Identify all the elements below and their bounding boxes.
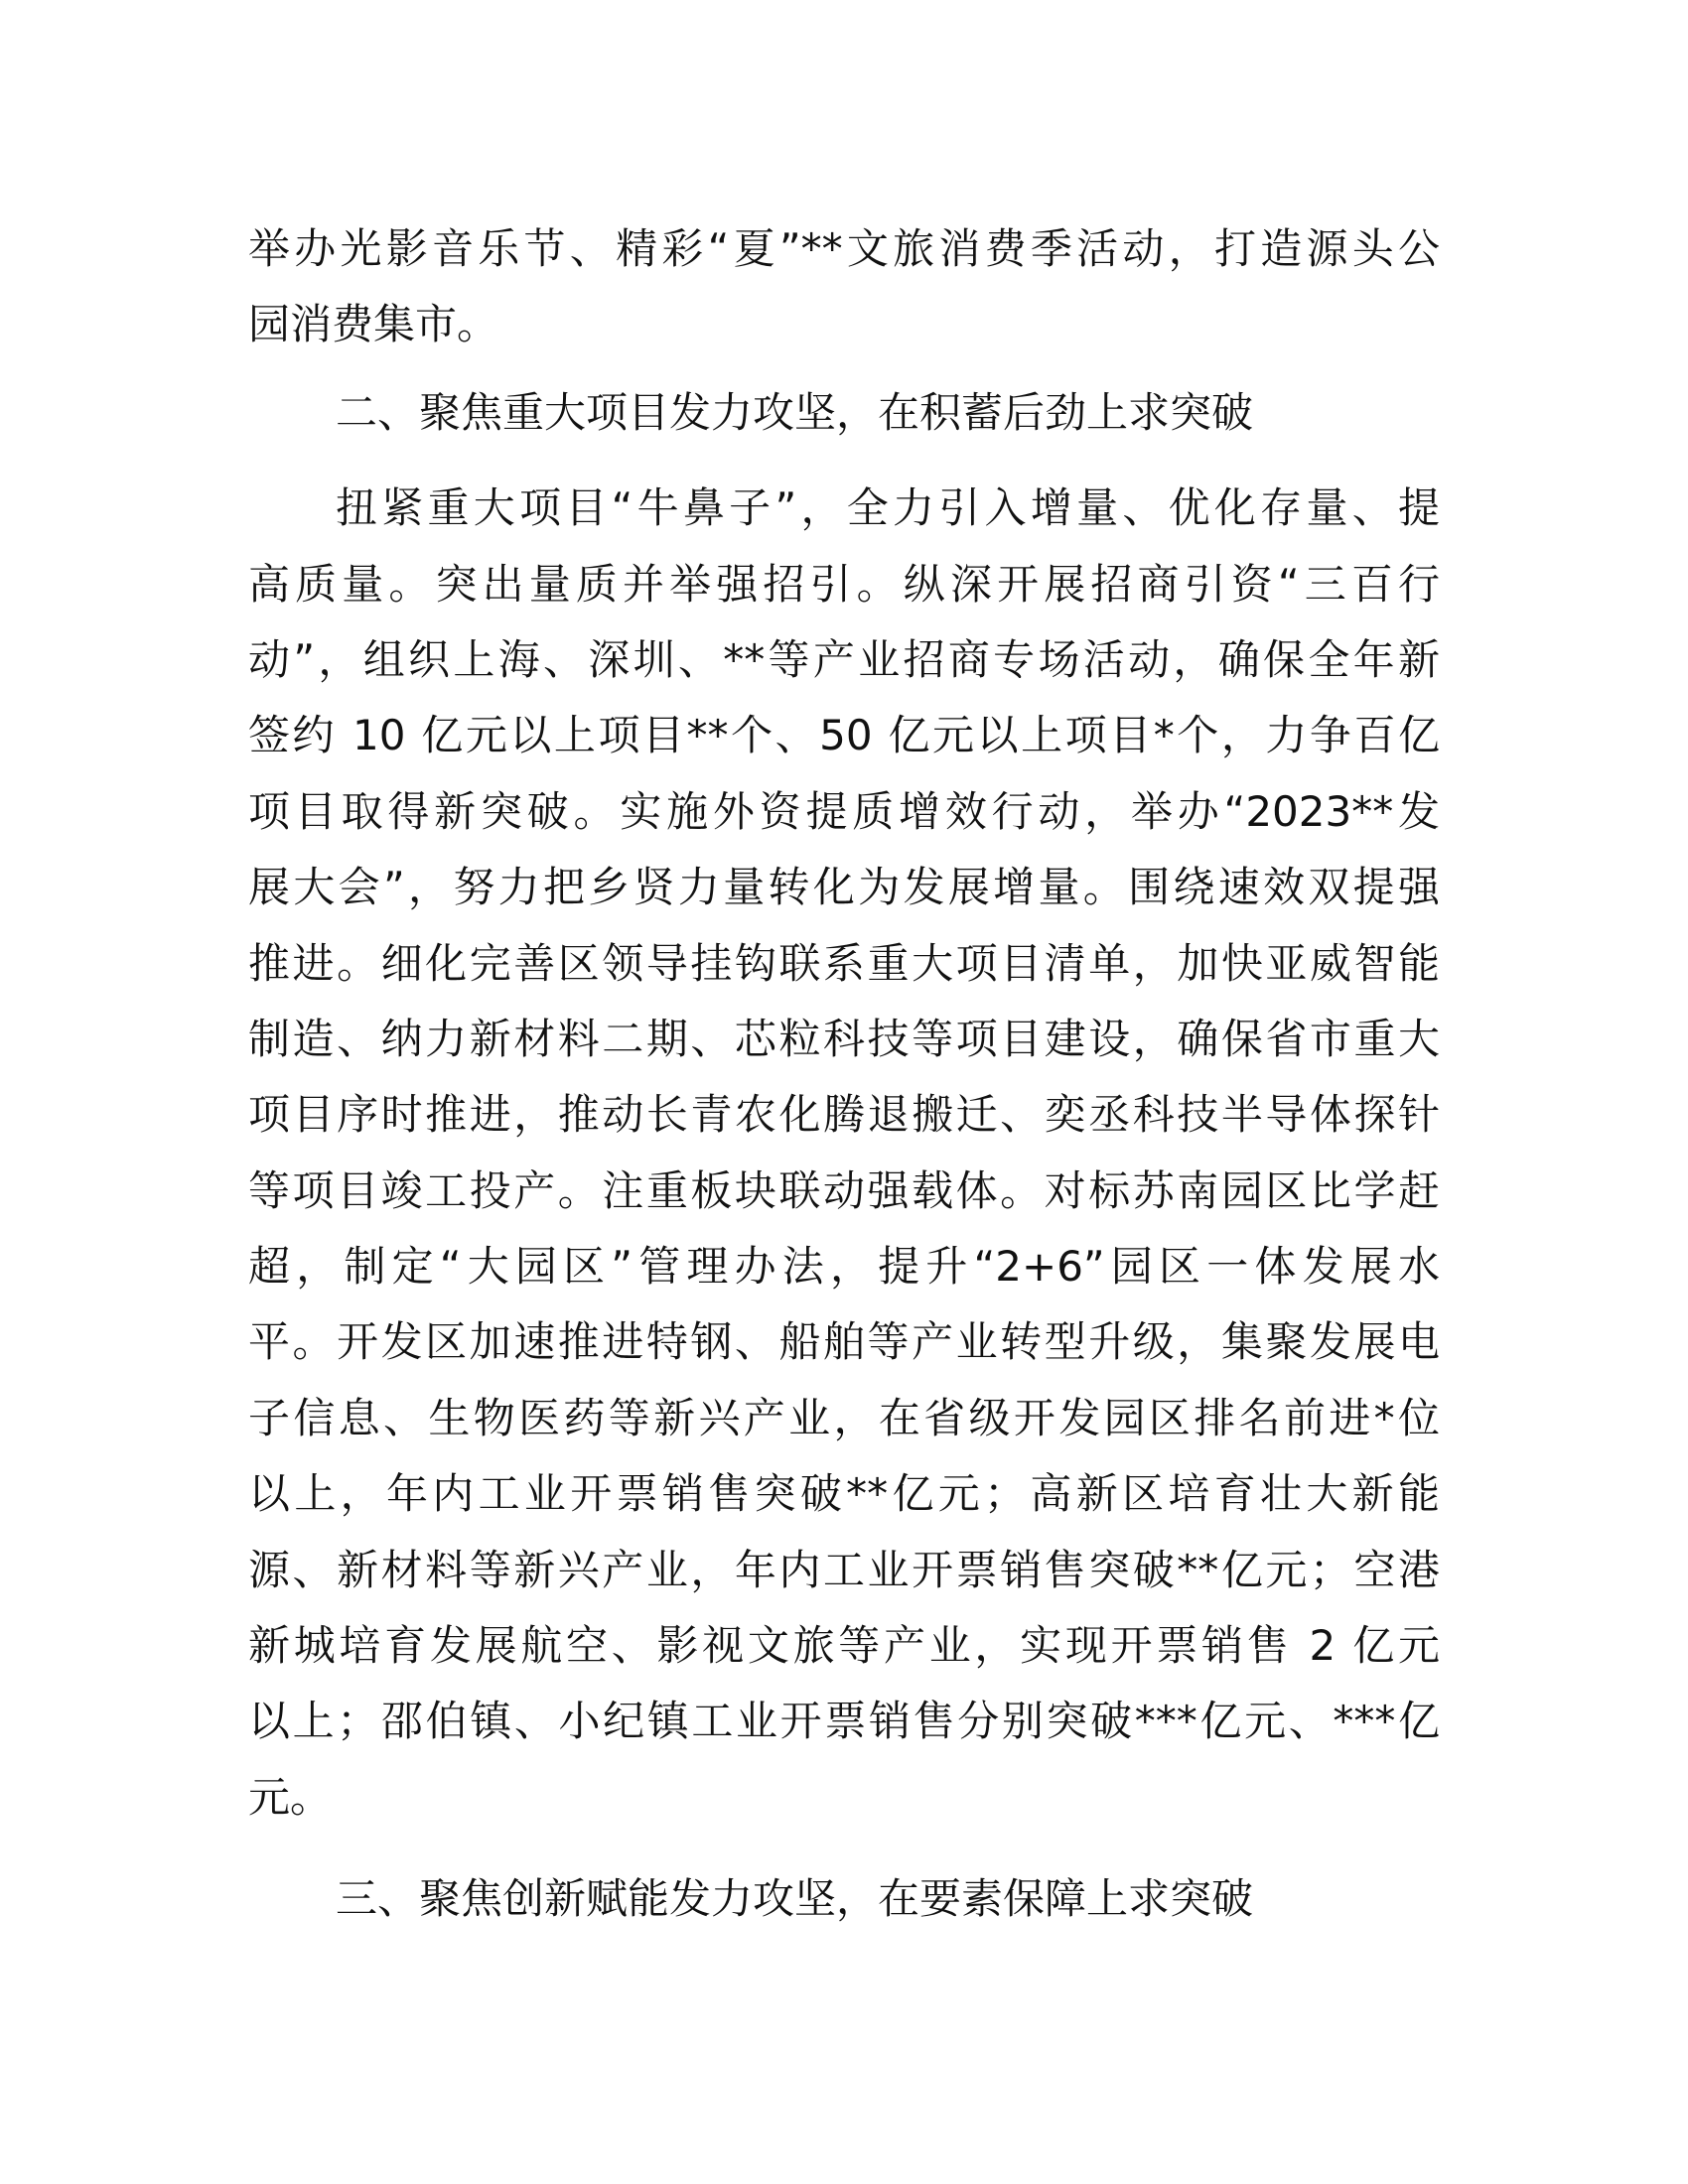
text-line: 以上，年内工业开票销售突破**亿元；高新区培育壮大新能: [248, 1469, 1440, 1519]
text-line: 动”，组织上海、深圳、**等产业招商专场活动，确保全年新: [248, 634, 1440, 684]
text-line: 新城培育发展航空、影视文旅等产业，实现开票销售 2 亿元: [248, 1621, 1440, 1671]
text-line: 项目序时推进，推动长青农化腾退搬迁、奕丞科技半导体探针: [248, 1090, 1440, 1140]
document-page: [248, 211, 1440, 1938]
text-line: 推进。细化完善区领导挂钩联系重大项目清单，加快亚威智能: [248, 938, 1440, 988]
text-line: 元。: [248, 1772, 333, 1822]
text-line: 子信息、生物医药等新兴产业，在省级开发园区排名前进*位: [248, 1393, 1440, 1442]
paragraph-1: [248, 211, 1440, 363]
text-line: 等项目竣工投产。注重板块联动强载体。对标苏南园区比学赶: [248, 1165, 1440, 1215]
section-heading-3: [248, 1861, 1440, 1937]
text-line: 源、新材料等新兴产业，年内工业开票销售突破**亿元；空港: [248, 1545, 1440, 1594]
text-line: 扭紧重大项目“牛鼻子”，全力引入增量、优化存量、提: [336, 483, 1440, 533]
text-line: 以上；邵伯镇、小纪镇工业开票销售分别突破***亿元、***亿: [248, 1697, 1440, 1746]
text-line: 平。开发区加速推进特钢、船舶等产业转型升级，集聚发展电: [248, 1317, 1440, 1367]
text-line: 项目取得新突破。实施外资提质增效行动，举办“2023**发: [248, 786, 1440, 836]
text-line: 园消费集市。: [248, 300, 499, 349]
heading-text: 三、聚焦创新赋能发力攻坚，在要素保障上求突破: [336, 1874, 1254, 1924]
text-line: 高质量。突出量质并举强招引。纵深开展招商引资“三百行: [248, 559, 1440, 609]
heading-text: 二、聚焦重大项目发力攻坚，在积蓄后劲上求突破: [336, 387, 1254, 437]
text-line: 制造、纳力新材料二期、芯粒科技等项目建设，确保省市重大: [248, 1014, 1440, 1063]
text-line: 举办光影音乐节、精彩“夏”**文旅消费季活动，打造源头公: [248, 224, 1440, 273]
text-line: 展大会”，努力把乡贤力量转化为发展增量。围绕速效双提强: [248, 863, 1440, 912]
section-heading-2: [248, 375, 1440, 451]
text-line: 超，制定“大园区”管理办法，提升“2+6”园区一体发展水: [248, 1242, 1440, 1292]
text-line: 签约 10 亿元以上项目**个、50 亿元以上项目*个，力争百亿: [248, 711, 1440, 760]
paragraph-2: [248, 471, 1440, 1836]
